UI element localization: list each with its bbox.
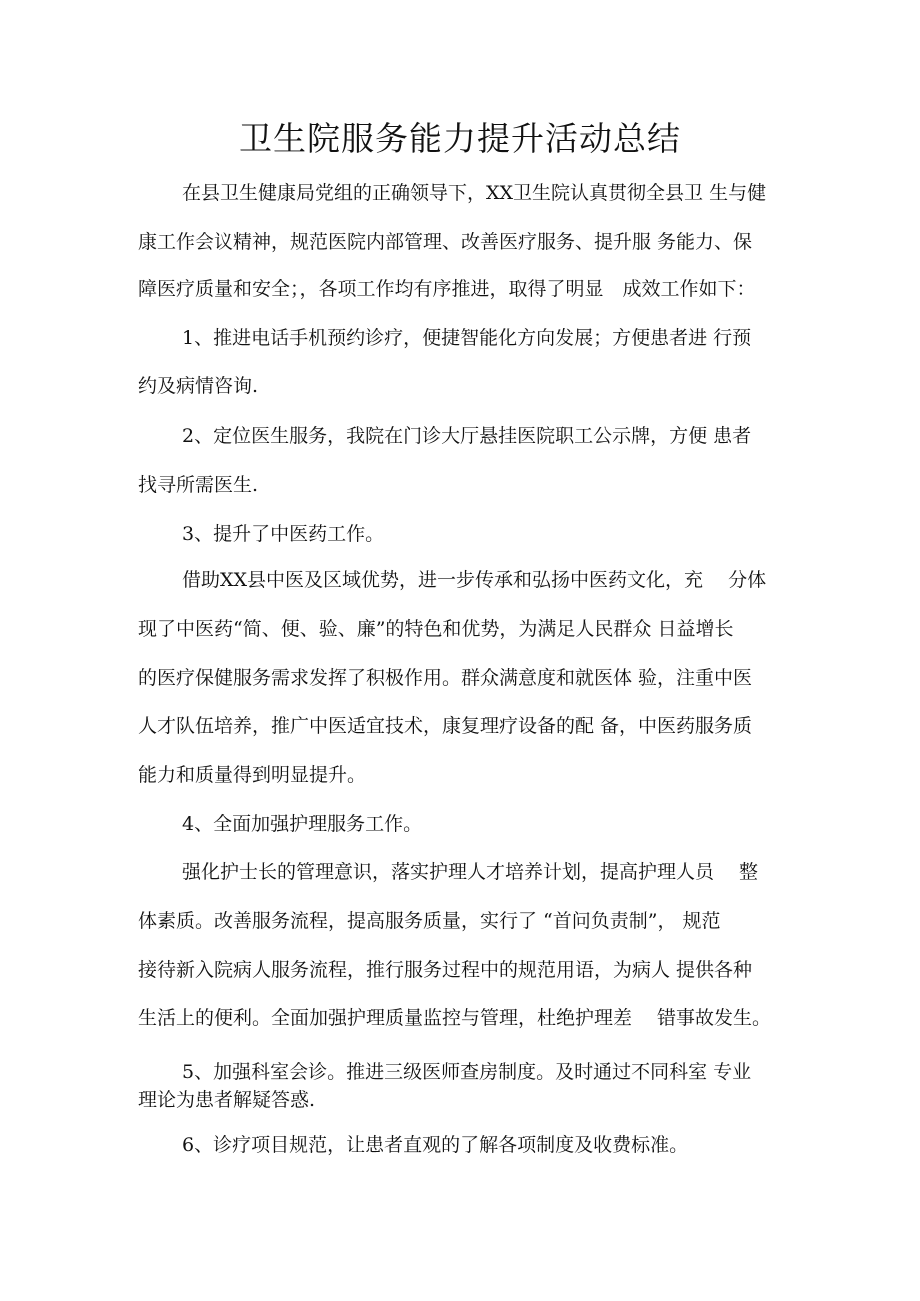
paragraph-line: 生活上的便利。全面加强护理质量监控与管理，杜绝护理差 错事故发生。 (138, 1007, 772, 1029)
paragraph-line: 理论为患者解疑答惑. (138, 1089, 316, 1111)
paragraph-line: 人才队伍培养，推广中医适宜技术，康复理疗设备的配 备，中医药服务质 (138, 715, 753, 737)
paragraph-line: 体素质。改善服务流程，提高服务质量，实行了 “首问负责制”， 规范 (138, 910, 721, 932)
document-title: 卫生院服务能力提升活动总结 (239, 119, 681, 158)
paragraph-line: 的医疗保健服务需求发挥了积极作用。群众满意度和就医体 验，注重中医 (138, 667, 753, 689)
paragraph-line: 康工作会议精神，规范医院内部管理、改善医疗服务、提升服 务能力、保 (138, 231, 753, 253)
paragraph-line: 1、推进电话手机预约诊疗，便捷智能化方向发展；方便患者进 行预 (182, 327, 752, 349)
paragraph-line: 3、提升了中医药工作。 (182, 523, 385, 545)
paragraph-line: 接待新入院病人服务流程，推行服务过程中的规范用语，为病人 提供各种 (138, 959, 753, 981)
paragraph-line: 障医疗质量和安全；，各项工作均有序推进，取得了明显 成效工作如下： (138, 278, 756, 300)
paragraph-line: 找寻所需医生. (138, 474, 259, 496)
paragraph-line: 4、全面加强护理服务工作。 (182, 813, 423, 835)
paragraph-line: 2、定位医生服务，我院在门诊大厅悬挂医院职工公示牌，方便 患者 (182, 425, 752, 447)
paragraph-line: 能力和质量得到明显提升。 (138, 764, 367, 786)
paragraph-line: 现了中医药“简、便、验、廉”的特色和优势，为满足人民群众 日益增长 (138, 618, 734, 640)
paragraph-line: 借助XX县中医及区域优势，进一步传承和弘扬中医药文化，充 分体 (182, 569, 767, 591)
paragraph-line: 6、诊疗项目规范，让患者直观的了解各项制度及收费标准。 (182, 1134, 689, 1156)
paragraph-line: 强化护士长的管理意识，落实护理人才培养计划，提高护理人员 整 (182, 861, 759, 883)
paragraph-line: 在县卫生健康局党组的正确领导下，XX卫生院认真贯彻全县卫 生与健 (182, 182, 767, 204)
paragraph-line: 约及病情咨询. (138, 375, 259, 397)
paragraph-line: 5、加强科室会诊。推进三级医师查房制度。及时通过不同科室 专业 (182, 1061, 752, 1083)
